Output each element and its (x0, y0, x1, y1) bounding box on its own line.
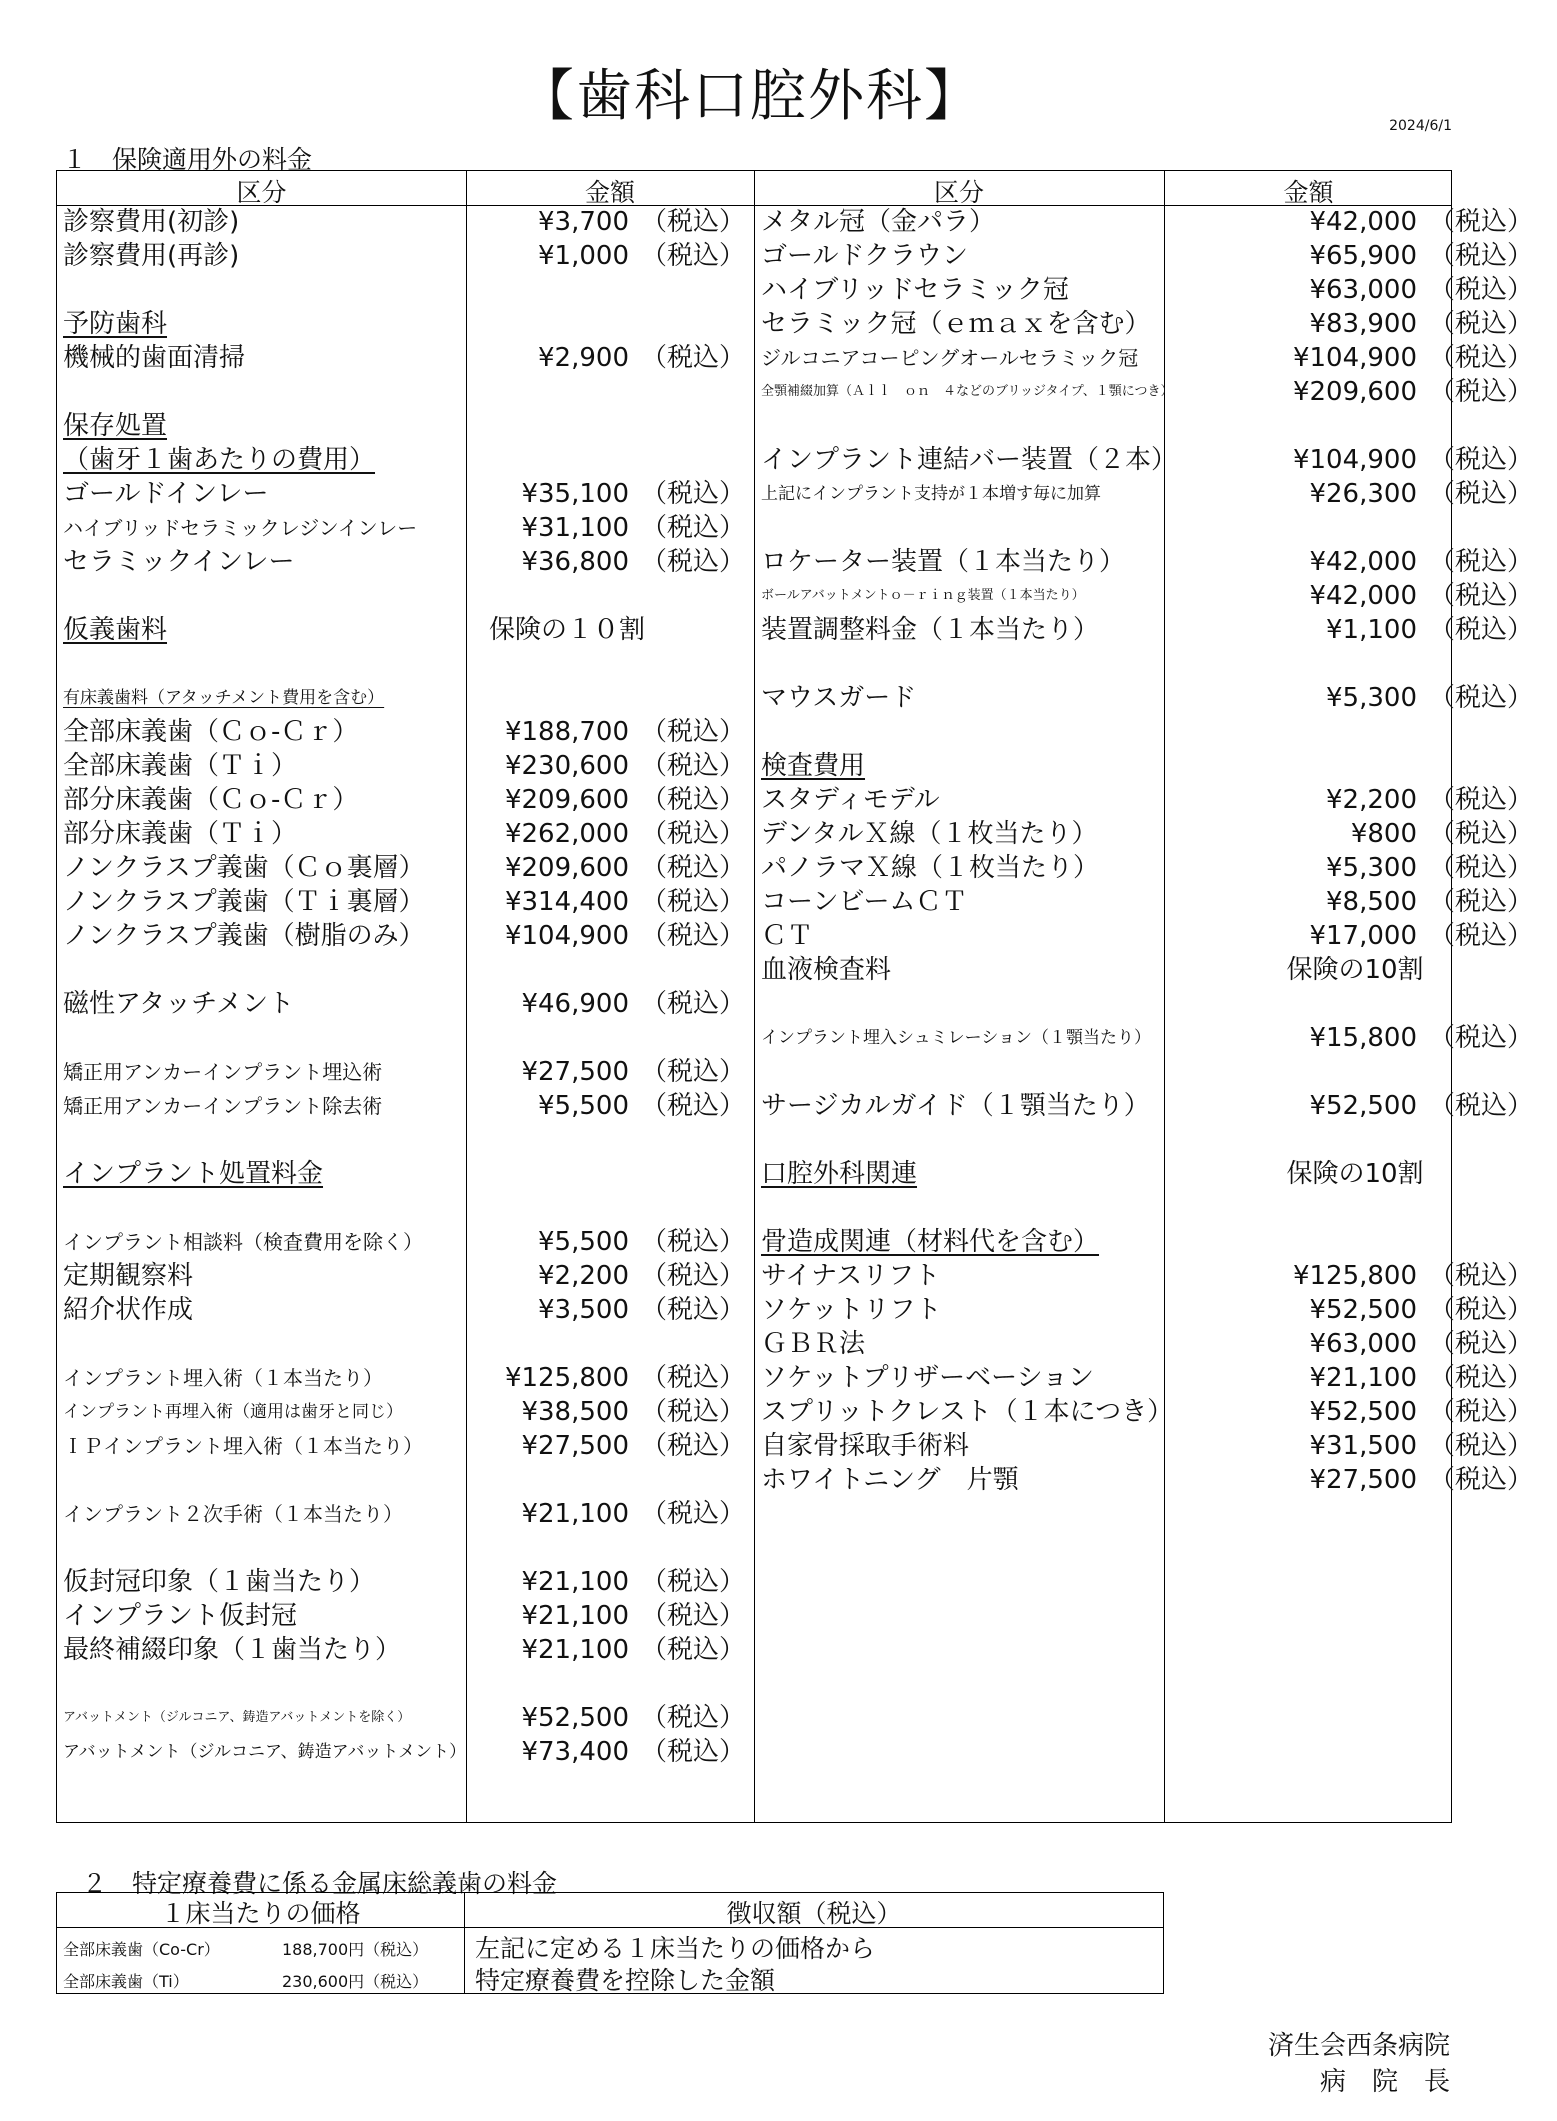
tax-note: （税込） (641, 751, 746, 781)
item-label: 矯正用アンカーインプラント埋込術 (63, 1060, 383, 1084)
tax-note: （税込） (641, 1703, 746, 1733)
item-amount: ¥209,600 (504, 853, 629, 883)
tax-note: （税込） (641, 853, 746, 883)
left-fee-row (63, 1497, 746, 1531)
signer-title: 病 院 長 (1319, 2067, 1450, 2097)
item-label: 磁性アタッチメント (63, 989, 295, 1019)
item-label: ゴールドインレー (63, 479, 269, 509)
left-fee-row (63, 1429, 746, 1463)
item-amount: ¥21,100 (521, 1601, 629, 1631)
right-fee-row (761, 1395, 1534, 1429)
insurance-note: 保険の10割 (1286, 1159, 1424, 1189)
tax-note: （税込） (641, 1227, 746, 1257)
item-label: （歯牙１歯あたりの費用） (63, 445, 376, 475)
item-label: インプラント仮封冠 (63, 1601, 298, 1631)
item-amount: ¥125,800 (504, 1363, 629, 1393)
item-label: 自家骨採取手術料 (761, 1431, 970, 1461)
item-label: 検査費用 (761, 751, 866, 781)
left-fee-row (63, 1735, 746, 1769)
item-amount: ¥31,100 (521, 513, 629, 543)
item-amount: ¥209,600 (504, 785, 629, 815)
right-fee-row (761, 1157, 1451, 1191)
row2-price: 230,600円（税込） (282, 1972, 429, 1991)
tax-note: （税込） (1429, 853, 1534, 883)
left-fee-row (63, 443, 743, 477)
item-label: ハイブリッドセラミック冠 (761, 275, 1069, 305)
item-label: スタディモデル (761, 785, 940, 815)
tax-note: （税込） (641, 785, 746, 815)
left-fee-row (63, 1157, 743, 1191)
item-label: ボールアバットメントｏ－ｒｉｎｇ装置（１本当たり） (761, 588, 1085, 603)
left-fee-row (63, 1293, 746, 1327)
right-fee-row (761, 477, 1534, 511)
item-label: 仮封冠印象（１歯当たり） (63, 1567, 376, 1597)
left-fee-row (63, 715, 746, 749)
item-label: 保存処置 (63, 411, 168, 441)
tax-note: （税込） (641, 207, 746, 237)
tax-note: （税込） (1429, 1295, 1534, 1325)
item-label: インプラント処置料金 (63, 1159, 324, 1189)
tax-note: （税込） (641, 343, 746, 373)
tax-note: （税込） (1429, 1363, 1534, 1393)
fee-line-2: 特定療養費を控除した金額 (475, 1966, 776, 1995)
tax-note: （税込） (641, 241, 746, 271)
tax-note: （税込） (641, 547, 746, 577)
denture-fee-table (56, 1892, 1164, 1994)
left-fee-row (63, 1089, 746, 1123)
left-fee-row (63, 1361, 746, 1395)
item-label: ソケットリフト (761, 1295, 942, 1325)
item-amount: ¥15,800 (1309, 1023, 1417, 1053)
tax-note: （税込） (1429, 1261, 1534, 1291)
header-fee: 徴収額（税込） (726, 1899, 902, 1928)
item-amount: ¥26,300 (1309, 479, 1417, 509)
item-label: ノンクラスプ義歯（Ｃｏ裏層） (63, 853, 425, 883)
tax-note: （税込） (641, 1057, 746, 1087)
item-amount: ¥2,200 (538, 1261, 629, 1291)
item-amount: ¥52,500 (1309, 1397, 1417, 1427)
header-price: １床当たりの価格 (160, 1899, 361, 1928)
item-label: インプラント埋入シュミレーション（１顎当たり） (761, 1028, 1151, 1048)
tax-note: （税込） (641, 1635, 746, 1665)
item-amount: ¥36,800 (521, 547, 629, 577)
tax-note: （税込） (641, 1567, 746, 1597)
item-label: 全顎補綴加算（Ａｌｌ ｏｎ ４などのブリッジタイプ、１顎につき） (761, 384, 1174, 399)
left-fee-row (63, 919, 746, 953)
item-label: 診察費用(初診) (63, 207, 240, 237)
right-fee-row (761, 1429, 1534, 1463)
tax-note: （税込） (1429, 1023, 1534, 1053)
item-amount: ¥3,700 (538, 207, 629, 237)
item-label: スプリットクレスト（１本につき） (761, 1397, 1174, 1427)
item-label: ノンクラスプ義歯（Ｔｉ裏層） (63, 887, 425, 917)
item-amount: ¥42,000 (1309, 547, 1417, 577)
tax-note: （税込） (1429, 343, 1534, 373)
item-label: インプラント連結バー装置（２本） (761, 445, 1178, 475)
item-label: 定期観察料 (63, 1261, 194, 1291)
tax-note: （税込） (1429, 921, 1534, 951)
item-label: メタル冠（金パラ） (761, 207, 996, 237)
item-amount: ¥8,500 (1326, 887, 1417, 917)
right-fee-row (761, 1021, 1534, 1055)
left-fee-row (63, 1395, 746, 1429)
tax-note: （税込） (641, 717, 746, 747)
header-left-amount: 金額 (584, 178, 635, 207)
right-fee-row (761, 919, 1534, 953)
left-fee-row (63, 1225, 746, 1259)
item-label: セラミック冠（ｅｍａｘを含む） (761, 309, 1151, 339)
item-amount: ¥21,100 (521, 1635, 629, 1665)
right-fee-row (761, 1259, 1534, 1293)
left-fee-row (63, 239, 746, 273)
item-amount: ¥188,700 (504, 717, 629, 747)
item-amount: ¥52,500 (1309, 1295, 1417, 1325)
header-left-label: 区分 (236, 178, 287, 207)
tax-note: （税込） (1429, 819, 1534, 849)
right-fee-row (761, 341, 1534, 375)
item-label: ソケットプリザーベーション (761, 1363, 1095, 1393)
left-fee-row (63, 987, 746, 1021)
insurance-note: 保険の１０割 (488, 615, 645, 645)
tax-note: （税込） (1429, 1091, 1534, 1121)
item-label: 最終補綴印象（１歯当たり） (63, 1635, 402, 1665)
tax-note: （税込） (641, 1091, 746, 1121)
tax-note: （税込） (641, 989, 746, 1019)
tax-note: （税込） (641, 819, 746, 849)
tax-note: （税込） (641, 513, 746, 543)
item-amount: ¥63,000 (1309, 1329, 1417, 1359)
tax-note: （税込） (641, 1601, 746, 1631)
tax-note: （税込） (1429, 241, 1534, 271)
item-label: インプラント再埋入術（適用は歯牙と同じ） (63, 1402, 403, 1422)
right-fee-row (761, 375, 1534, 409)
tax-note: （税込） (1429, 445, 1534, 475)
right-fee-row (761, 545, 1534, 579)
item-label: パノラマＸ線（１枚当たり） (761, 853, 1100, 883)
right-fee-row (761, 443, 1534, 477)
tax-note: （税込） (1429, 581, 1534, 611)
item-label: コーンビームＣＴ (761, 887, 968, 917)
row1-price: 188,700円（税込） (282, 1940, 429, 1959)
item-label: ＣＴ (761, 921, 814, 951)
right-fee-row (761, 817, 1534, 851)
item-label: 予防歯科 (63, 309, 168, 339)
item-amount: ¥3,500 (538, 1295, 629, 1325)
item-amount: ¥52,500 (1309, 1091, 1417, 1121)
item-amount: ¥5,500 (538, 1227, 629, 1257)
item-label: 上記にインプラント支持が１本増す毎に加算 (761, 484, 1101, 504)
tax-note: （税込） (1429, 1465, 1534, 1495)
item-label: サージカルガイド（１顎当たり） (761, 1091, 1150, 1121)
hospital-name: 済生会西条病院 (1267, 2031, 1450, 2061)
item-amount: ¥63,000 (1309, 275, 1417, 305)
tax-note: （税込） (641, 1363, 746, 1393)
item-label: ハイブリッドセラミックレジンインレー (63, 516, 418, 540)
item-label: 全部床義歯（Ｃｏ-Ｃｒ） (63, 717, 359, 747)
item-label: ゴールドクラウン (761, 241, 968, 271)
item-amount: ¥104,900 (1292, 445, 1417, 475)
tax-note: （税込） (1429, 377, 1534, 407)
tax-note: （税込） (1429, 785, 1534, 815)
tax-note: （税込） (1429, 1431, 1534, 1461)
fee-table (56, 170, 1534, 1823)
item-amount: ¥1,000 (538, 241, 629, 271)
item-label: ＧＢＲ法 (761, 1329, 866, 1359)
right-fee-row (761, 1361, 1534, 1395)
item-label: インプラント相談料（検査費用を除く） (63, 1230, 423, 1254)
item-amount: ¥5,300 (1326, 853, 1417, 883)
item-amount: ¥27,500 (1309, 1465, 1417, 1495)
right-fee-row (761, 851, 1534, 885)
right-fee-row (761, 1293, 1534, 1327)
right-fee-row (761, 749, 1451, 783)
left-fee-row (63, 511, 746, 545)
document-date: 2024/6/1 (1389, 118, 1452, 134)
item-amount: ¥52,500 (521, 1703, 629, 1733)
item-label: 全部床義歯（Ｔｉ） (63, 751, 298, 781)
item-label: ジルコニアコーピングオールセラミック冠 (761, 346, 1139, 370)
item-amount: ¥125,800 (1292, 1261, 1417, 1291)
right-fee-row (761, 1463, 1534, 1497)
item-amount: ¥104,900 (1292, 343, 1417, 373)
item-amount: ¥83,900 (1309, 309, 1417, 339)
right-fee-row (761, 783, 1534, 817)
item-label: サイナスリフト (761, 1261, 941, 1291)
right-fee-row (761, 1225, 1451, 1259)
left-fee-row (63, 1599, 746, 1633)
left-fee-row (63, 749, 746, 783)
left-fee-row (63, 205, 746, 239)
left-fee-row (63, 1259, 746, 1293)
tax-note: （税込） (641, 1261, 746, 1291)
item-label: 装置調整料金（１本当たり） (761, 615, 1100, 645)
item-amount: ¥209,600 (1292, 377, 1417, 407)
left-fee-row (63, 783, 746, 817)
right-fee-row (761, 681, 1534, 715)
fee-line-1: 左記に定める１床当たりの価格から (475, 1934, 876, 1963)
item-amount: ¥5,500 (538, 1091, 629, 1121)
row2-name: 全部床義歯（Ti） (63, 1972, 189, 1991)
tax-note: （税込） (641, 1397, 746, 1427)
tax-note: （税込） (641, 887, 746, 917)
tax-note: （税込） (641, 479, 746, 509)
tax-note: （税込） (641, 1737, 746, 1767)
item-amount: ¥21,100 (521, 1567, 629, 1597)
item-amount: ¥65,900 (1309, 241, 1417, 271)
tax-note: （税込） (1429, 1397, 1534, 1427)
item-label: 紹介状作成 (63, 1295, 194, 1325)
item-label: 骨造成関連（材料代を含む） (761, 1227, 1100, 1257)
tax-note: （税込） (1429, 547, 1534, 577)
item-amount: ¥314,400 (504, 887, 629, 917)
item-label: ノンクラスプ義歯（樹脂のみ） (63, 921, 425, 951)
item-label: インプラント２次手術（１本当たり） (63, 1502, 403, 1526)
item-amount: ¥38,500 (521, 1397, 629, 1427)
right-fee-row (761, 579, 1534, 613)
item-label: アバットメント（ジルコニア、鋳造アバットメントを除く） (63, 1710, 411, 1725)
tax-note: （税込） (1429, 275, 1534, 305)
item-label: ＩＰインプラント埋入術（１本当たり） (63, 1434, 423, 1458)
left-fee-row (63, 1055, 746, 1089)
section1-heading: １ 保険適用外の料金 (62, 145, 313, 174)
section2-heading: ２ 特定療養費に係る金属床総義歯の料金 (82, 1869, 558, 1898)
item-amount: ¥5,300 (1326, 683, 1417, 713)
left-fee-row (63, 477, 746, 511)
page-title: 【歯科口腔外科】 (518, 64, 982, 129)
header-right-amount: 金額 (1283, 178, 1334, 207)
left-fee-row (63, 681, 743, 715)
item-amount: ¥42,000 (1309, 581, 1417, 611)
left-fee-row (63, 817, 746, 851)
item-amount: ¥104,900 (504, 921, 629, 951)
left-fee-row (63, 1633, 746, 1667)
item-label: ホワイトニング 片顎 (761, 1465, 1019, 1495)
item-amount: ¥230,600 (504, 751, 629, 781)
item-label: 機械的歯面清掃 (63, 343, 246, 373)
item-label: 有床義歯料（アタッチメント費用を含む） (63, 688, 385, 708)
insurance-note: 保険の10割 (1286, 955, 1424, 985)
left-fee-row (63, 851, 746, 885)
item-amount: ¥2,900 (538, 343, 629, 373)
left-fee-row (63, 613, 743, 647)
item-amount: ¥800 (1350, 819, 1417, 849)
right-fee-row (761, 307, 1534, 341)
item-amount: ¥21,100 (521, 1499, 629, 1529)
right-fee-row (761, 239, 1534, 273)
item-label: 矯正用アンカーインプラント除去術 (63, 1094, 383, 1118)
item-label: マウスガード (761, 683, 917, 713)
tax-note: （税込） (1429, 309, 1534, 339)
item-amount: ¥31,500 (1309, 1431, 1417, 1461)
right-fee-row (761, 953, 1451, 987)
item-label: インプラント埋入術（１本当たり） (63, 1366, 383, 1390)
right-fee-row (761, 1089, 1534, 1123)
tax-note: （税込） (641, 1499, 746, 1529)
item-label: アバットメント（ジルコニア、鋳造アバットメント） (63, 1742, 467, 1762)
right-fee-row (761, 613, 1534, 647)
item-amount: ¥73,400 (521, 1737, 629, 1767)
left-fee-row (63, 1565, 746, 1599)
header-right-label: 区分 (933, 178, 984, 207)
item-amount: ¥262,000 (504, 819, 629, 849)
tax-note: （税込） (641, 1295, 746, 1325)
left-fee-row (63, 545, 746, 579)
item-amount: ¥21,100 (1309, 1363, 1417, 1393)
left-fee-row (63, 409, 743, 443)
item-amount: ¥2,200 (1326, 785, 1417, 815)
item-label: 仮義歯料 (63, 615, 168, 645)
right-fee-row (761, 273, 1534, 307)
item-label: デンタルＸ線（１枚当たり） (761, 819, 1098, 849)
left-fee-row (63, 1701, 746, 1735)
tax-note: （税込） (1429, 683, 1534, 713)
right-fee-row (761, 885, 1534, 919)
item-label: セラミックインレー (63, 547, 295, 577)
item-amount: ¥35,100 (521, 479, 629, 509)
item-amount: ¥27,500 (521, 1431, 629, 1461)
tax-note: （税込） (1429, 887, 1534, 917)
left-fee-row (63, 885, 746, 919)
tax-note: （税込） (641, 921, 746, 951)
item-amount: ¥17,000 (1309, 921, 1417, 951)
left-fee-row (63, 307, 743, 341)
item-amount: ¥42,000 (1309, 207, 1417, 237)
tax-note: （税込） (1429, 207, 1534, 237)
item-label: 診察費用(再診) (63, 241, 240, 271)
right-fee-row (761, 205, 1534, 239)
item-label: ロケーター装置（１本当たり） (761, 547, 1126, 577)
item-label: 部分床義歯（Ｔｉ） (63, 819, 298, 849)
item-label: 血液検査料 (761, 955, 892, 985)
tax-note: （税込） (1429, 1329, 1534, 1359)
item-amount: ¥46,900 (521, 989, 629, 1019)
tax-note: （税込） (1429, 615, 1534, 645)
right-fee-row (761, 1327, 1534, 1361)
item-label: 部分床義歯（Ｃｏ-Ｃｒ） (63, 785, 359, 815)
row1-name: 全部床義歯（Co-Cr） (63, 1940, 220, 1959)
item-amount: ¥27,500 (521, 1057, 629, 1087)
tax-note: （税込） (1429, 479, 1534, 509)
left-fee-row (63, 341, 746, 375)
signature (1268, 2028, 1450, 2100)
item-label: 口腔外科関連 (761, 1159, 918, 1189)
item-amount: ¥1,100 (1326, 615, 1417, 645)
tax-note: （税込） (641, 1431, 746, 1461)
